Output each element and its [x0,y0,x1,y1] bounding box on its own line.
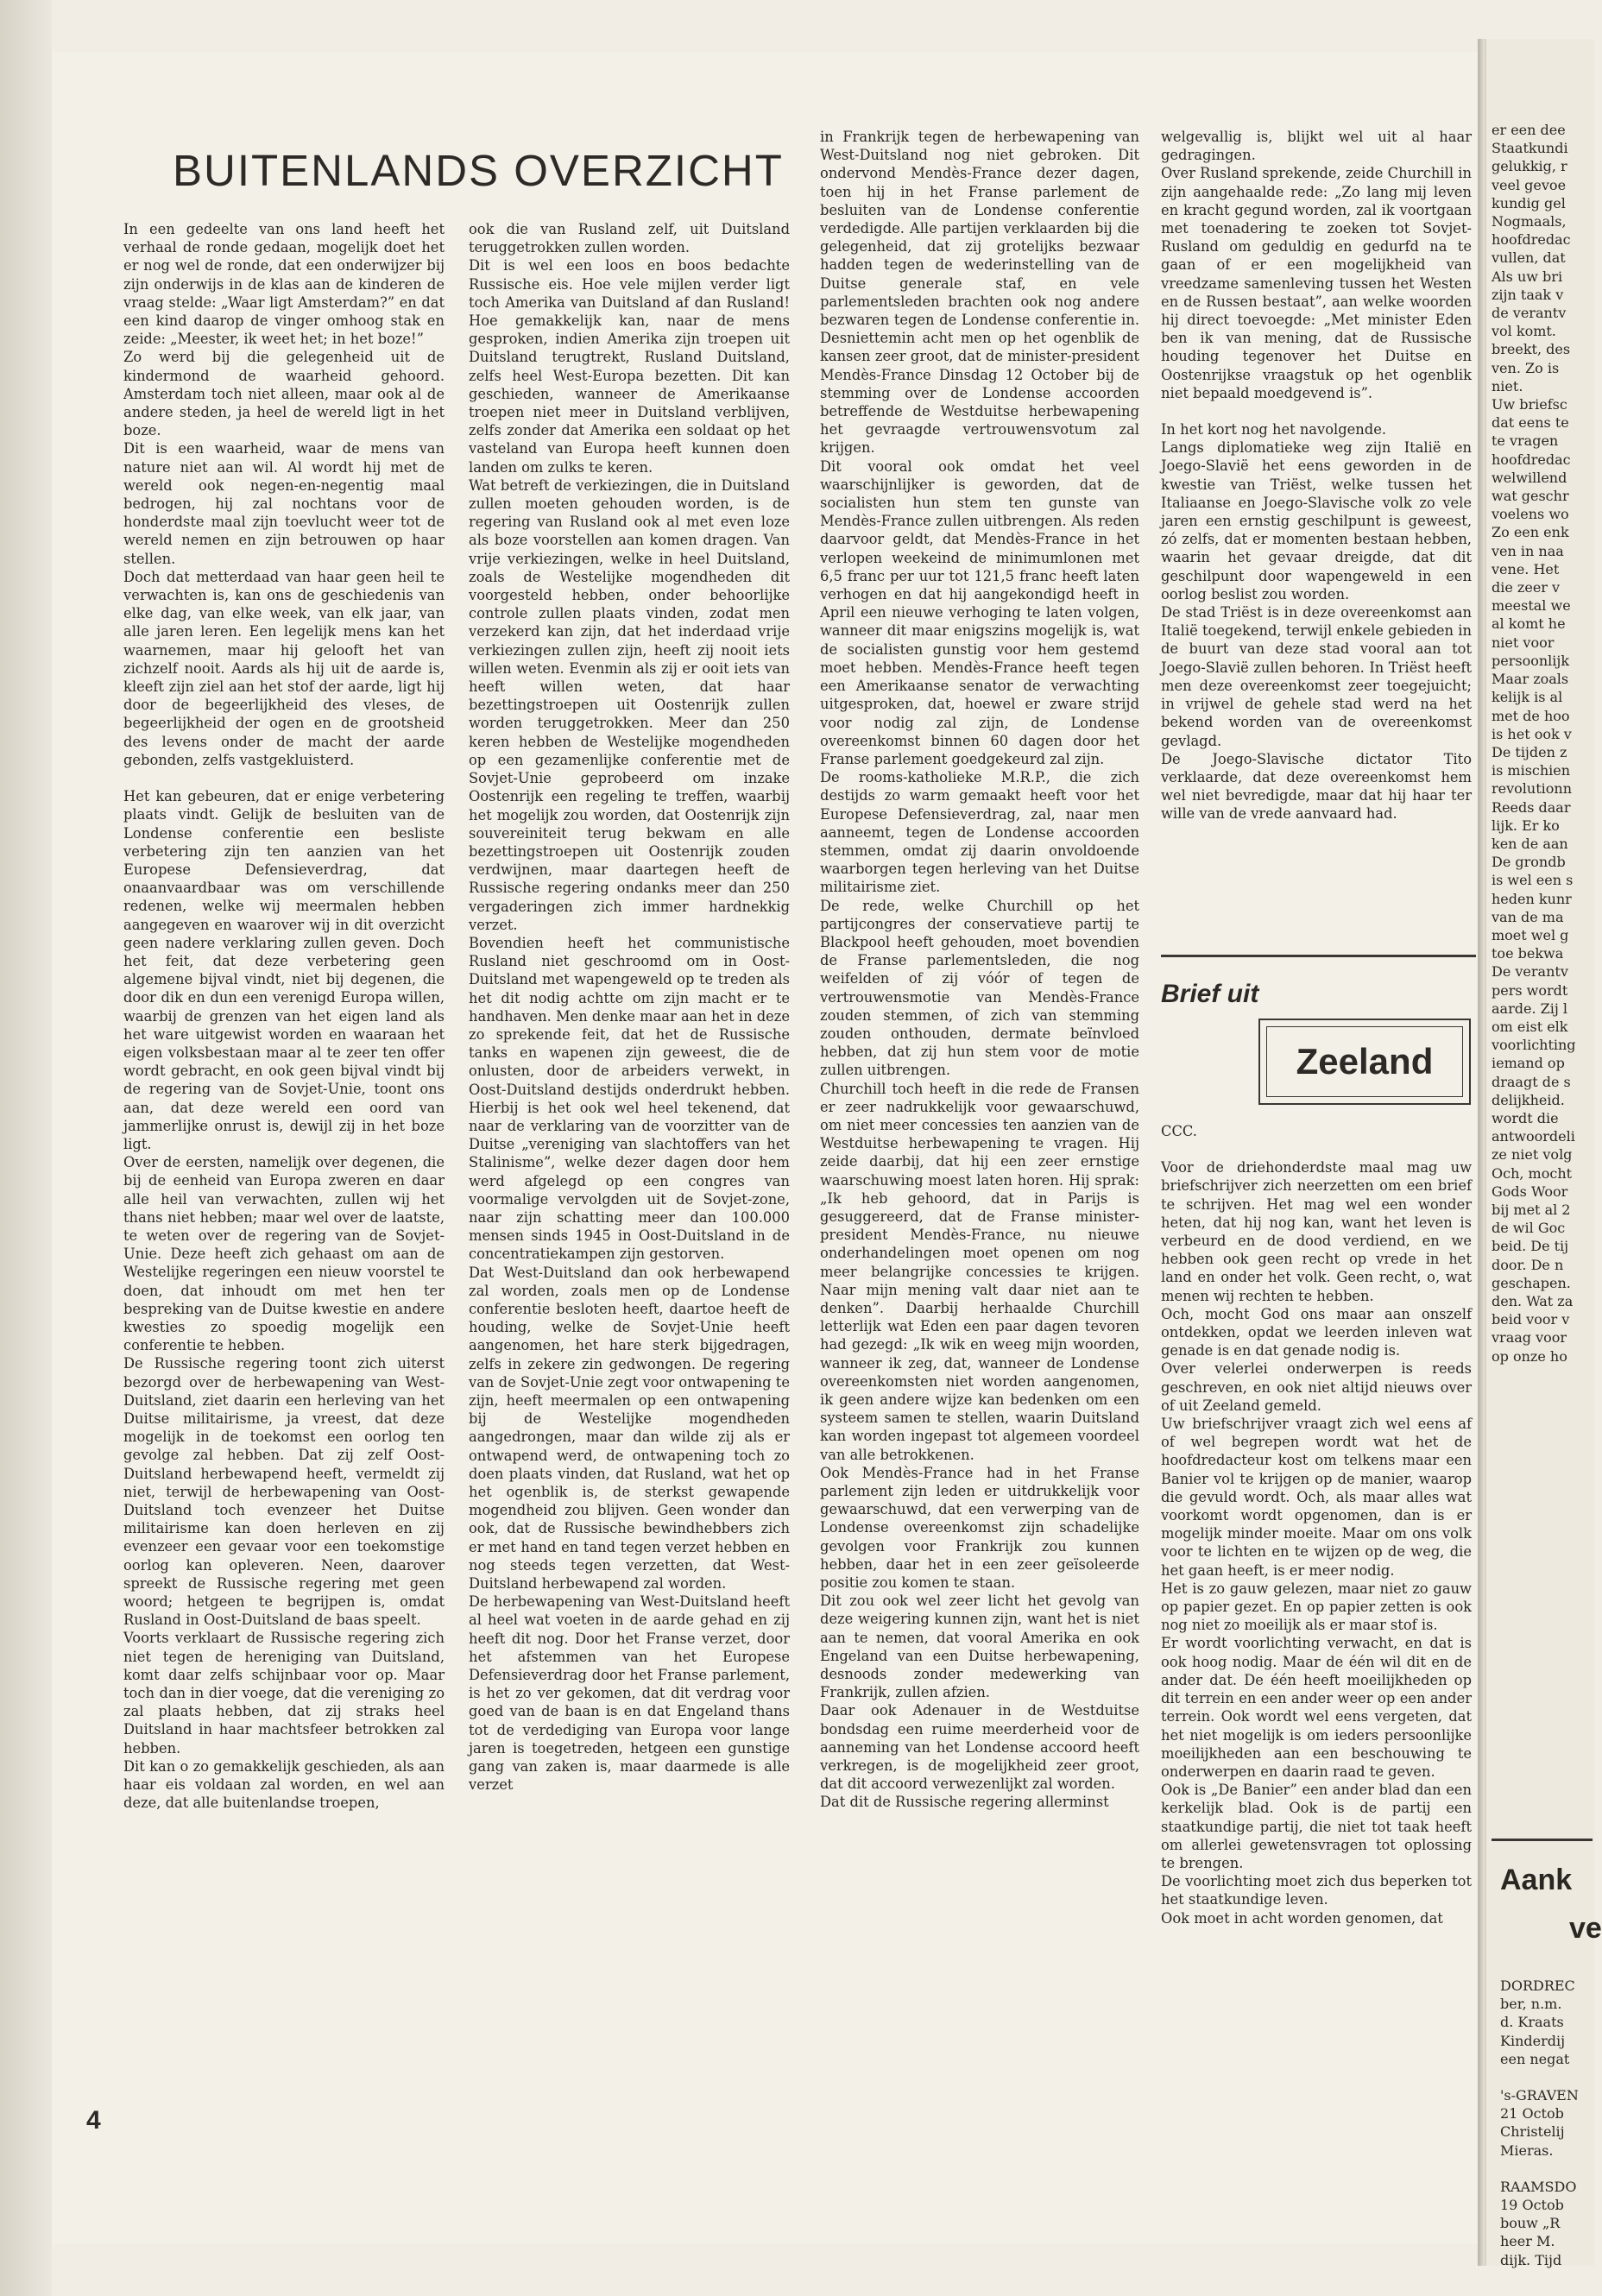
paragraph: Over velerlei onderwerpen is reeds geschreven, en ook niet altijd nieuws over of uit Zeeland gemeld. [1161,1360,1472,1414]
text-line: hoofdredac [1492,451,1571,468]
text-line: heden kunr [1492,890,1572,907]
text-line: ze niet volg [1492,1146,1573,1164]
text-line: 19 Octob [1500,2197,1564,2214]
text-line: Als uw bri [1492,268,1563,285]
paragraph: Dit zou ook wel zeer licht het gevolg van deze weigering kunnen zijn, want het is niet aan te nemen, dat vooral Amerika en ook Engeland van een Duitse herbewapening, desnoods zonder medewerking van Frankrijk, zullen afzien. [820,1593,1139,1701]
paragraph: in Frankrijk tegen de herbewapening van West-Duitsland nog niet gebroken. Dit ondervond Mendès-France dezer dagen, toen hij in het Franse parlement de besluiten van de Londense conferentie verdedigde. Alle partijen verklaarden bij die gelegenheid, dat zij grotelijks bezwaar hadden tegen de wederinstelling van de Duitse generale staf, en vele parlementsleden brachten ook nog andere bezwaren tegen de Londense conferentie in. Desniettemin acht men op het ogenblik de kansen zeer groot, dat de minister-president Mendès-France Dinsdag 12 October bij de stemming over de Londense accoorden betreffende de Westduitse herbewapening het gevraagde vertrouwensvotum zal krijgen. [820,129,1139,457]
letter-column [1161,1122,1472,1927]
page-edge [1478,39,1485,2266]
paragraph: De rede, welke Churchill op het partijcongres der conservatieve partij te Blackpool heeft gehouden, moet bovendien de Franse parlementsleden, die nog weifelden of zij vóór of tegen de vertrouwensmotie van Mendès-France zouden stemmen, of zich van stemming zouden onthouden, dermate beïnvloed hebben, dat zij hun stem voor de motie zullen uitbrengen. [820,897,1139,1079]
paragraph: Bovendien heeft het communistische Rusland niet geschroomd om in Oost-Duitsland met wapengeweld op te treden als het dit nodig achtte om zijn macht er te handhaven. Men denke maar aan het in deze zo sprekende feit, dat het de Russische tanks en wapenen zijn geweest, die de onlusten, door de arbeiders verwekt, in Oost-Duitsland destijds onderdrukt hebben. Hierbij is het ook wel heel tekenend, dat naar de verklaring van de voorzitter van de Duitse „vereniging van slachtoffers van het Stalinisme”, welke dezer dagen door hem werd afgelegd op een congres van voormalige vervolgden uit de Sovjet-zone, naar zijn schatting meer dan 100.000 mensen sinds 1945 in Oost-Duitsland in de concentratiekampen zijn gestorven. [469,934,791,1263]
text-line: om eist elk [1492,1018,1568,1035]
paragraph: In een gedeelte van ons land heeft het verhaal de ronde gedaan, mogelijk doet het er nog wel de ronde, dat een onderwijzer bij zijn onderwijs in de klas aan de kinderen de vraag stelde: „Waar ligt Amsterdam?” en dat een kind daarop de vinger omhoog stak en zeide: „Meester, ik weet het; in het boze!” [123,221,445,348]
text-line: dat eens te [1492,414,1569,432]
text-line: toe bekwa [1492,945,1564,962]
paragraph: De voorlichting moet zich dus beperken tot het staatkundige leven. [1161,1873,1472,1908]
text-line: door. De n [1492,1256,1564,1273]
paragraph: CCC. [1161,1123,1197,1139]
paragraph: Ook Mendès-France had in het Franse parlement zijn leden er uitdrukkelijk voor gewaarschuwd, dat een verwerping van de Londense overeenkomst zijn schadelijke gevolgen voor Frankrijk zou kunnen hebben, daar het in een zeer geïsoleerde positie zou komen te staan. [820,1464,1139,1592]
paragraph: welgevallig is, blijkt wel uit al haar gedragingen. [1161,129,1472,164]
text-line: d. Kraats [1500,2014,1564,2031]
text-line: geschapen. [1492,1274,1571,1291]
text-line: revolutionn [1492,780,1572,798]
article-column-2 [469,220,791,1794]
text-line: is het ook v [1492,725,1572,742]
paragraph: Het kan gebeuren, dat er enige verbetering plaats vindt. Gelijk de besluiten van de Londense conferentie een besliste verbetering zijn ten aanzien van het Europese Defensieverdrag, dat onaanvaardbaar was om verschillende redenen, welke wij meermalen hebben aangegeven en waarover wij in dit overzicht geen nadere verklaring zullen geven. Doch het feit, dat deze verbetering geen algemene bijval vindt, niet bij degenen, die door dik en dun een verenigd Europa willen, waarbij de grenzen van het eigen land als het ware uitgewist worden en waaraan het eigen volksbestaan maar al te zeer ten offer wordt gebracht, en ook geen bijval vindt bij de regering van de Sovjet-Unie, toont ons aan, dat deze wereld een oord van jammerlijke onrust is, dewijl zij in het boze ligt. [123,788,445,1152]
text-line: met de hoo [1492,707,1570,724]
paragraph: Daar ook Adenauer in de Westduitse bondsdag een ruime meerderheid voor de aanneming van het Londense accoord heeft verkregen, is de mogelijkheid zeer groot, dat dit accoord verwezenlijkt zal worden. [820,1702,1139,1793]
paragraph: Voorts verklaart de Russische regering zich niet tegen de hereniging van Duitsland, komt daar zelfs schijnbaar voor op. Maar toch dan in dier voege, dat die vereniging zo zal plaats hebben, dat zij straks heel Duitsland in haar machtsfeer betrokken zal hebben. [123,1630,445,1757]
paragraph: Het is zo gauw gelezen, maar niet zo gauw op papier gezet. En op papier zetten is ook nog niet zo moeilijk als er maar stof is. [1161,1580,1472,1634]
text-line: bij met al 2 [1492,1201,1571,1218]
text-line: beid. De tij [1492,1238,1569,1255]
text-line: aarde. Zij l [1492,1000,1568,1017]
heading-line: ve [1569,1912,1602,1945]
text-line: DORDREC [1500,1977,1575,1994]
text-line: draagt de s [1492,1073,1571,1090]
text-line: vullen, dat [1492,249,1566,267]
text-line: veel gevoe [1492,176,1567,193]
adjacent-page-announcements [1500,1977,1593,2269]
adjacent-page-divider [1492,1839,1593,1841]
text-line: breekt, des [1492,341,1571,358]
text-line: Christelij [1500,2123,1565,2141]
page-number: 4 [86,2106,101,2135]
paragraph: Dat West-Duitsland dan ook herbewapend zal worden, zoals men op de Londense conferentie besloten heeft, daartoe heeft de houding, welke de Sovjet-Unie heeft aangenomen, het hare sterk bijgedragen, zelfs in zekere zin gedwongen. De regering van de Sovjet-Unie zegt voor ontwapening te zijn, heeft meermalen op een ontwapening bij de Westelijke mogendheden aangedrongen, maar dan wilde zij als er ontwapend werd, de ontwapening toch zo doen plaats vinden, dat Rusland, wat het op het ogenblik is, de sterkst gewapende mogendheid zou blijven. Geen wonder dan ook, dat de Russische bewindhebbers zich er met hand en tand tegen verzet hebben en nog steeds tegen verzetten, dat West-Duitsland herbewapend zal worden. [469,1264,790,1593]
text-line: persoonlijk [1492,652,1570,669]
text-line: gelukkig, r [1492,158,1567,175]
headline: BUITENLANDS OVERZICHT [173,146,784,195]
text-line: ven. Zo is [1492,359,1560,376]
text-line: iemand op [1492,1055,1565,1072]
text-line: kundig gel [1492,194,1566,211]
paragraph: De herbewapening van West-Duitsland heeft al heel wat voeten in de aarde gehad en zij heeft dit nog. Door het Franse verzet, door het afstemmen van het Europese Defensieverdrag door het Franse parlement, is het zo ver gekomen, dat dit verdrag voor goed van de baan is en dat Engeland thans tot de verdediging van Europa voor lange jaren is toegetreden, hetgeen een gunstige gang van zaken is, maar daarmede is alle verzet [469,1593,790,1794]
text-line: voorlichting [1492,1037,1576,1054]
paragraph: Dit is wel een loos en boos bedachte Russische eis. Hoe vele mijlen verder ligt toch Amerika van Duitsland af dan Rusland! Hoe gemakkelijk kan, naar de mens gesproken, indien Amerika zijn troepen uit Duitsland terugtrekt, Rusland Duitsland, zelfs heel West-Europa bezetten. Dit kan geschieden, wanneer de Amerikaanse troepen niet meer in Duitsland verblijven, zelfs zonder dat Amerika een soldaat op het vasteland van Europa heeft kunnen doen landen om zulks te keren. [469,257,790,476]
text-line: ven in naa [1492,542,1564,559]
heading-line: Aank [1500,1864,1573,1896]
adjacent-page-text [1492,121,1593,1366]
text-line: is mischien [1492,762,1571,779]
text-line: Zo een enk [1492,524,1569,541]
text-line: hoofdredac [1492,231,1571,249]
paragraph: Doch dat metterdaad van haar geen heil te verwachten is, kan ons de geschiedenis van elke dag, van elke week, van elk jaar, van alle jaren leren. Een legelijk mens kan het waarnemen, maar hij gelooft het van zichzelf nooit. Aards als hij uit de aarde is, kleeft zijn ziel aan het stof der aarde, ligt hij door de begeerlijkheid des vleses, de begeerlijkheid der ogen en de grootsheid des levens onder de macht der aarde gebonden, zelfs vastgekluisterd. [123,568,445,768]
binding-shadow [0,0,52,2296]
text-line: wat geschr [1492,488,1569,505]
text-line: wordt die [1492,1109,1559,1126]
paragraph: ook die van Rusland zelf, uit Duitsland teruggetrokken zullen worden. [469,221,790,256]
paragraph: De Russische regering toont zich uiterst bezorgd over de herbewapening van West-Duitsland, ziet daarin een herleving van het Duitse militairisme, ja vreest, dat deze mogelijk in de toekomst een oorlog ten gevolge zal hebben. Dat zij zelf Oost-Duitsland herbewapend heeft, vermeldt zij niet, terwijl de herbewapening van Oost-Duitsland toch evenzeer het Duitse militairisme kan doen herleven en zij evenzeer een gevaar voor een toekomstige oorlog kan opleveren. Neen, daarover spreekt de Russische regering met geen woord; hetgeen te begrijpen is, omdat Rusland in Oost-Duitsland de baas speelt. [123,1355,445,1629]
paragraph: Ook is „De Banier” een ander blad dan een kerkelijk blad. Ook is de partij een staatkundige partij, die niet tot taak heeft om allerlei gewetensvragen tot oplossing te brengen. [1161,1782,1472,1871]
text-line: zijn taak v [1492,286,1564,303]
text-line: van de ma [1492,908,1564,925]
article-column-3 [820,128,1139,1811]
paragraph: De rooms-katholieke M.R.P., die zich destijds zo warm gemaakt heeft voor het Europese Defensieverdrag, zal, naar men aanneemt, tegen de Londense accoorden stemmen, omdat zij daarin onvoldoende waarborgen tegen herleving van het Duitse militairisme ziet. [820,769,1139,896]
text-line: 's-GRAVEN [1500,2087,1579,2104]
text-line: welwillend [1492,469,1567,486]
paragraph: Voor de driehonderdste maal mag uw briefschrijver zich neerzetten om een brief te schrijven. Het mag wel een wonder heten, dat hij nog kan, want het leven is verbeurd en de dood verdiend, en we hebben ook geen recht op vrede in het land en onder het volk. Geen recht, o, wat menen wij rechten te hebben. [1161,1159,1472,1304]
text-line: al komt he [1492,615,1566,633]
text-line: vol komt. [1492,323,1556,340]
text-line: De verantv [1492,963,1568,981]
article-column-1 [123,220,445,1812]
adjacent-page-heading [1500,1856,1602,1952]
zeeland-title-box [1258,1019,1471,1105]
text-line: vene. Het [1492,560,1560,577]
text-line: Gods Woor [1492,1183,1568,1200]
brief-uit-label: Brief uit [1161,980,1259,1008]
text-line: Staatkundi [1492,140,1568,157]
text-line: 21 Octob [1500,2105,1564,2123]
text-line: dijk. Tijd [1500,2251,1562,2268]
text-line: Kinderdij [1500,2032,1566,2049]
paragraph: De stad Triëst is in deze overeenkomst aan Italië toegekend, terwijl enkele gebieden in de buurt van deze stad vooral aan tot Joego-Slavië zullen behoren. In Triëst heeft men deze overeenkomst zeer toegejuicht; in vrijwel de gehele stad werd na het bekend worden van de overeenkomst gevlagd. [1161,604,1472,749]
paragraph: In het kort nog het navolgende. [1161,421,1387,438]
paragraph: Langs diplomatieke weg zijn Italië en Joego-Slavië het eens geworden in de kwestie van Triëst, welke tussen het Italiaanse en Joego-Slavische volk zo vele jaren een ernstig geschilpunt is geweest, zó zelfs, dat er momenten bestaan hebben, waarin het gevaar dreigde, dat dit geschilpunt door wapengeweld in een oorlog beslist zou worden. [1161,439,1472,602]
paragraph: Dat dit de Russische regering allerminst [820,1794,1109,1811]
text-line: voelens wo [1492,506,1569,523]
paragraph: Over Rusland sprekende, zeide Churchill in zijn aangehaalde rede: „Zo lang mij leven en kracht gegund worden, zal ik voortgaan met toenadering te zoeken tot Sovjet-Rusland om geduldig en gedurfd na te gaan of er een mogelijkheid van vreedzame samenleving tussen het Westen en de Russen bestaat”, aan welke woorden hij direct toevoegde: „Met minister Eden ben ik van mening, dat de Russische houding tegenover het Duitse en Oostenrijkse vraagstuk op het ogenblik niet bepaald moedgevend is”. [1161,165,1472,401]
text-line: ken de aan [1492,835,1568,852]
section-divider [1161,955,1476,957]
paragraph: Uw briefschrijver vraagt zich wel eens af of wel begrepen wordt wat het de hoofdredacteur kost om telkens maar een Banier vol te krijgen op de manier, waarop die gevuld wordt. Och, als maar alles wat voorkomt wordt opgenomen, dan is er mogelijk minder moeite. Maar om ons volk voor te lichten en te wijzen op de weg, die het gaan heeft, is er meer nodig. [1161,1416,1472,1579]
text-line: de verantv [1492,305,1567,322]
text-line: pers wordt [1492,981,1568,999]
paragraph: De Joego-Slavische dictator Tito verklaarde, dat deze overeenkomst hem wel niet bevredigde, maar dat hij haar ter wille van de vrede aanvaard had. [1161,750,1472,823]
text-line: antwoordeli [1492,1128,1575,1145]
paragraph: Och, mocht God ons maar aan onszelf ontdekken, opdat we leerden inleven wat genade is en dat genade nodig is. [1161,1305,1472,1359]
text-line: Och, mocht [1492,1164,1573,1182]
paragraph: Wat betreft de verkiezingen, die in Duitsland zullen moeten gehouden worden, is de regering van Rusland ook al met even loze als boze voorstellen aan komen dragen. Van vrije verkiezingen, welke in heel Duitsland, zoals de Westelijke mogendheden dit voorgesteld hebben, onder behoorlijke controle zullen plaats vinden, zodat men verzekerd kan zijn, dat het inderdaad vrije verkiezingen zullen zijn, heeft zij nooit iets willen weten. Evenmin als zij er ooit iets van heeft willen weten, dat haar bezettingstroepen uit Oostenrijk zullen worden teruggetrokken. Meer dan 250 keren hebben de Westelijke mogendheden op een gezamenlijke conferentie met de Sovjet-Unie geprobeerd om inzake Oostenrijk een regeling te treffen, waarbij het mogelijk zou worden, dat Oostenrijk zijn souvereiniteit terug bekwam en alle bezettingstroepen uit Oostenrijk zouden verdwijnen, maar daartegen heeft de Russische regering ondanks meer dan 250 vergaderingen zich immer hardnekkig verzet. [469,476,790,933]
text-line: er een dee [1492,122,1566,138]
article-column-4 [1161,128,1472,974]
text-line: De tijden z [1492,743,1567,760]
text-line: beid voor v [1492,1311,1570,1328]
text-line: Uw briefsc [1492,396,1567,413]
text-line: een negat [1500,2050,1570,2067]
text-line: RAAMSDO [1500,2178,1577,2195]
text-line: vraag voor [1492,1329,1567,1347]
text-line: bouw „R [1500,2215,1561,2232]
paragraph: Ook moet in acht worden genomen, dat [1161,1909,1443,1927]
text-line: op onze ho [1492,1347,1567,1365]
text-line: De grondb [1492,854,1566,871]
text-line: Reeds daar [1492,798,1571,816]
paragraph: Dit kan o zo gemakkelijk geschieden, als aan haar eis voldaan zal worden, en wel aan deze, dat alle buitenlandse troepen, [123,1757,445,1812]
text-line: moet wel g [1492,926,1569,943]
paragraph: Over de eersten, namelijk over degenen, die bij de eenheid van Europa zweren en daar alle heil van verwachten, zullen wij het thans niet hebben; maar wel over de laatste, te weten over de regering van de Sovjet-Unie. Deze heeft zich gehaast om aan de Westelijke regeringen een nieuw voorstel te doen, dat inhoudt om met hen ter bespreking van de Duitse kwestie en andere kwesties zo spoedig mogelijk een conferentie te hebben. [123,1154,445,1354]
paragraph: Churchill toch heeft in die rede de Fransen er zeer nadrukkelijk voor gewaarschuwd, om niet meer concessies ten aanzien van de Westduitse herbewapening te vragen. Hij zeide daarbij, dat hij een zeer ernstige waarschuwing moest laten horen. Hij sprak: „Ik heb gehoord, dat in Parijs is gesuggereerd, dat de Franse minister-president Mendès-France, nu nieuwe onderhandelingen moet openen om nog meer belangrijke concessies te krijgen. Naar mijn mening valt daar niet aan te denken”. Daarbij herhaalde Churchill letterlijk wat Eden een paar dagen tevoren had gezegd: „Ik wik en weeg mijn woorden, wanneer ik zeg, dat, wanneer de Londense overeenkomsten niet worden aangenomen, ik geen andere wijze kan bedenken om een systeem samen te stellen, waarin Duitsland kan worden ingepast tot algemeen voordeel van alle betrokkenen. [820,1080,1139,1463]
text-line: lijk. Er ko [1492,817,1560,834]
text-line: meestal we [1492,597,1571,615]
text-line: den. Wat za [1492,1293,1574,1309]
text-line: Mieras. [1500,2141,1554,2159]
text-line: Maar zoals [1492,671,1569,688]
zeeland-title: Zeeland [1266,1026,1463,1097]
text-line: kelijk is al [1492,689,1563,706]
paragraph: Er wordt voorlichting verwacht, en dat is ook hoog nodig. Maar de één wil dit en de ander dat. De één heeft moeilijkheden op dit terrein en een ander weer op een ander terrein. Ook wordt wel eens vergeten, dat het niet mogelijk is om ieders persoonlijke moeilijkheden aan een beschouwing te onderwerpen en daarin raad te geven. [1161,1635,1472,1780]
text-line: niet. [1492,377,1523,394]
text-line: is wel een s [1492,872,1574,889]
paragraph: Zo werd bij die gelegenheid uit de kindermond de waarheid gehoord. Amsterdam toch niet alleen, maar ook al de andere steden, ja heel de wereld ligt in het boze. [123,349,445,439]
text-line: niet voor [1492,634,1555,651]
text-line: heer M. [1500,2233,1555,2250]
text-line: die zeer v [1492,579,1561,596]
text-line: delijkheid. [1492,1091,1565,1108]
text-line: Nogmaals, [1492,213,1567,230]
text-line: te vragen [1492,432,1559,450]
text-line: de wil Goc [1492,1220,1566,1237]
paragraph: Dit is een waarheid, waar de mens van nature niet aan wil. Al wordt hij met de wereld ook negen-en-negentig maal bedrogen, hij zal nochtans voor de honderdste maal zijn toevlucht weer tot de wereld nemen en zijn betrouwen op haar stellen. [123,440,445,567]
text-line: ber, n.m. [1500,1996,1562,2013]
paragraph: Dit vooral ook omdat het veel waarschijnlijker is geworden, dat de socialisten hun stem ten gunste van Mendès-France zullen uitbrengen. Als reden daarvoor geldt, dat Mendès-France in het verlopen weekeind de minimumlonen met 6,5 franc per uur tot 121,5 franc heeft laten verhogen en dat hij aangekondigd heeft in April een nieuwe verhoging te laten volgen, wanneer dit maar enigszins mogelijk is, wat de socialisten gunstig voor hem gestemd moet hebben. Mendès-France heeft tegen een Amerikaanse senator de verwachting uitgesproken, dat, hoewel er zware strijd voor nodig zal zijn, de Londense overeenkomst binnen 60 dagen door het Franse parlement goedgekeurd zal zijn. [820,457,1139,767]
